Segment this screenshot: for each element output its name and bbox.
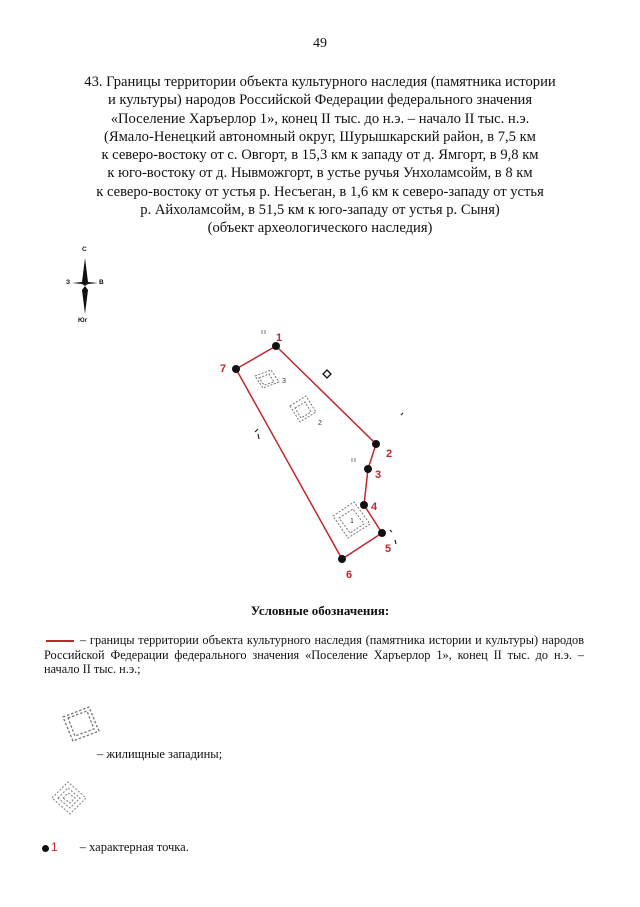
legend-point-text: – характерная точка. xyxy=(79,840,189,854)
compass-south-label: Юг xyxy=(78,317,88,324)
dwelling-depression-icon xyxy=(46,778,94,818)
characteristic-point-2 xyxy=(372,440,380,448)
diamond-mark xyxy=(323,370,331,378)
title-line: к северо-востоку от устья р. Несъеган, в 1,6 км к северо-западу от устья xyxy=(96,183,544,200)
characteristic-point-7 xyxy=(232,365,240,373)
legend-boundary-text: – границы территории объекта культурного наследия (памятника истории и культуры) народов Российской Федерации федерального значения «Поселение Харъерлор 1», конец II тыс. до н.э. – начало II тыс. н.э.; xyxy=(44,633,584,676)
dwelling-depression xyxy=(290,396,316,422)
title-line: (объект археологического наследия) xyxy=(207,220,433,237)
point-label-1: 1 xyxy=(276,332,283,344)
boundary-line-swatch xyxy=(46,640,74,642)
dwelling-label-2: 2 xyxy=(318,420,322,427)
legend-dwelling-text: – жилищные западины; xyxy=(97,747,223,761)
dwelling-depression xyxy=(255,370,279,388)
title-line: р. Айхоламсойм, в 51,5 км к юго-западу от устья р. Сыня) xyxy=(140,202,500,219)
compass-west-label: З xyxy=(66,279,71,286)
site-boundary-map xyxy=(215,322,415,584)
legend-point-number: 1 xyxy=(51,840,58,854)
characteristic-point-icon xyxy=(42,845,49,852)
point-label-2: 2 xyxy=(386,448,393,460)
site-plan-drawing xyxy=(215,322,415,584)
point-label-6: 6 xyxy=(346,569,353,581)
characteristic-point-4 xyxy=(360,501,368,509)
title-line: (Ямало-Ненецкий автономный округ, Шурышкарский район, в 7,5 км xyxy=(104,128,536,145)
characteristic-point-6 xyxy=(338,555,346,563)
point-label-7: 7 xyxy=(220,363,227,375)
dwelling-label-3: 3 xyxy=(282,378,286,385)
legend-heading: Условные обозначения: xyxy=(250,603,390,618)
characteristic-point-3 xyxy=(364,465,372,473)
page-number: 49 xyxy=(313,36,327,51)
compass-east-label: В xyxy=(99,279,104,286)
title-line: к северо-востоку от с. Овгорт, в 15,3 км к западу от д. Ямгорт, в 9,8 км xyxy=(101,147,539,164)
point-label-5: 5 xyxy=(385,543,392,555)
point-label-3: 3 xyxy=(375,469,382,481)
title-line: и культуры) народов Российской Федерации федерального значения xyxy=(107,92,533,109)
point-label-4: 4 xyxy=(371,501,378,513)
dwelling-depression-icon xyxy=(55,703,103,747)
compass-rose xyxy=(60,244,110,326)
document-title xyxy=(50,73,590,238)
title-line: 43. Границы территории объекта культурного наследия (памятника истории xyxy=(84,74,556,90)
title-line: к юго-востоку от д. Нывможгорт, в устье ручья Унхоламсойм, в 8 км xyxy=(107,165,533,182)
dwelling-label-1: 1 xyxy=(350,518,354,525)
title-line: «Поселение Харъерлор 1», конец II тыс. до н.э. – начало II тыс. н.э. xyxy=(110,110,530,127)
compass-north-label: С xyxy=(82,246,87,253)
legend-boundary-item xyxy=(44,633,584,677)
legend-point-item xyxy=(42,840,189,855)
characteristic-point-5 xyxy=(378,529,386,537)
